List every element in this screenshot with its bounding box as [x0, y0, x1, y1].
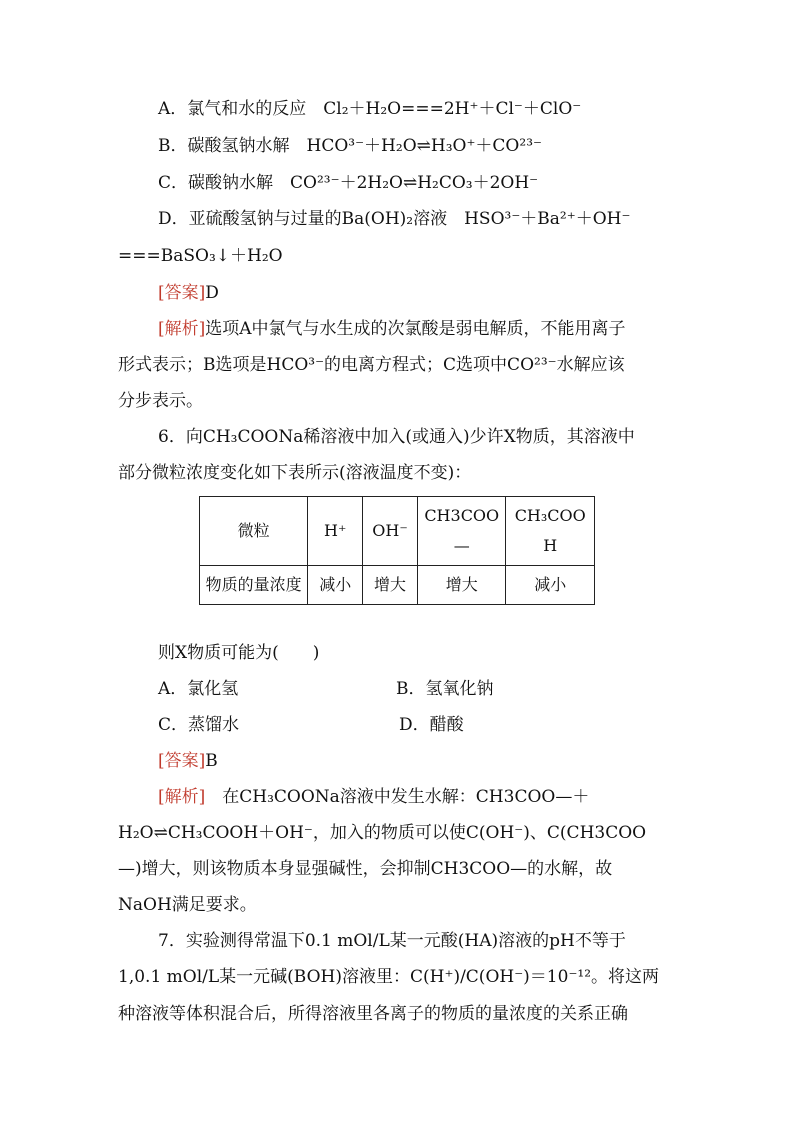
q6-stem-line2: 部分微粒浓度变化如下表所示(溶液温度不变)：	[118, 463, 472, 483]
q6-analysis-line2: H₂O⇌CH₃COOH＋OH⁻，加入的物质可以使C(OH⁻)、C(CH3COO	[118, 823, 647, 843]
q6-analysis-line3: —)增大，则该物质本身显强碱性，会抑制CH3COO—的水解，故	[118, 859, 613, 879]
table-header-cell: CH₃COOH	[506, 497, 595, 566]
q5-option-b: B．碳酸氢钠水解 HCO³⁻＋H₂O⇌H₃O⁺＋CO²³⁻	[158, 136, 542, 156]
q5-analysis-line2: 形式表示；B选项是HCO³⁻的电离方程式；C选项中CO²³⁻水解应该	[118, 355, 625, 375]
q6-stem-line1: 6．向CH₃COONa稀溶液中加入(或通入)少许X物质，其溶液中	[158, 427, 635, 447]
table-cell: 减小	[308, 566, 363, 605]
answer-tag: [答案]	[158, 283, 206, 303]
q5-option-d-line1: D．亚硫酸氢钠与过量的Ba(OH)₂溶液 HSO³⁻＋Ba²⁺＋OH⁻	[158, 209, 631, 229]
table-row-label: 物质的量浓度	[200, 566, 308, 605]
q7-line3: 种溶液等体积混合后，所得溶液里各离子的物质的量浓度的关系正确	[118, 1004, 628, 1024]
q7-line2: 1,0.1 mOl/L某一元碱(BOH)溶液里：C(H⁺)/C(OH⁻)＝10⁻¹²。将这两	[118, 967, 660, 987]
q6-option-a: A．氯化氢	[158, 679, 239, 699]
q5-answer	[158, 282, 219, 304]
q6-option-d: D．醋酸	[399, 715, 464, 735]
q6-option-b: B．氢氧化钠	[396, 679, 494, 699]
q5-analysis-line3: 分步表示。	[118, 391, 203, 411]
q6-analysis-line4: NaOH满足要求。	[118, 895, 257, 915]
analysis-tag: [解析]	[158, 787, 206, 807]
q6-analysis-line1: [解析] 在CH₃COONa溶液中发生水解：CH3COO—＋	[158, 787, 590, 807]
q5-option-c: C．碳酸钠水解 CO²³⁻＋2H₂O⇌H₂CO₃＋2OH⁻	[158, 173, 539, 193]
table-header-row	[200, 497, 595, 566]
table-cell: 增大	[363, 566, 418, 605]
q5-option-d-line2: ===BaSO₃↓＋H₂O	[118, 246, 283, 266]
q5-option-a: A．氯气和水的反应 Cl₂＋H₂O===2H⁺＋Cl⁻＋ClO⁻	[158, 99, 582, 119]
table-cell: 增大	[418, 566, 506, 605]
q6-question: 则X物质可能为( )	[158, 643, 320, 663]
q6-option-c: C．蒸馏水	[158, 715, 240, 735]
answer-tag: [答案]	[158, 751, 206, 771]
analysis-tag: [解析]	[158, 319, 206, 339]
table-header-cell: H⁺	[308, 497, 363, 566]
answer-value: B	[205, 751, 218, 771]
q7-line1: 7．实验测得常温下0.1 mOl/L某一元酸(HA)溶液的pH不等于	[158, 931, 626, 951]
table-header-cell: 微粒	[200, 497, 308, 566]
q6-answer	[158, 750, 218, 772]
answer-value: D	[205, 283, 219, 303]
table-header-cell: CH3COO—	[418, 497, 506, 566]
table-header-cell: OH⁻	[363, 497, 418, 566]
q6-concentration-table	[199, 496, 595, 605]
table-cell: 减小	[506, 566, 595, 605]
q5-analysis-line1: [解析]选项A中氯气与水生成的次氯酸是弱电解质，不能用离子	[158, 319, 626, 339]
table-row	[200, 566, 595, 605]
